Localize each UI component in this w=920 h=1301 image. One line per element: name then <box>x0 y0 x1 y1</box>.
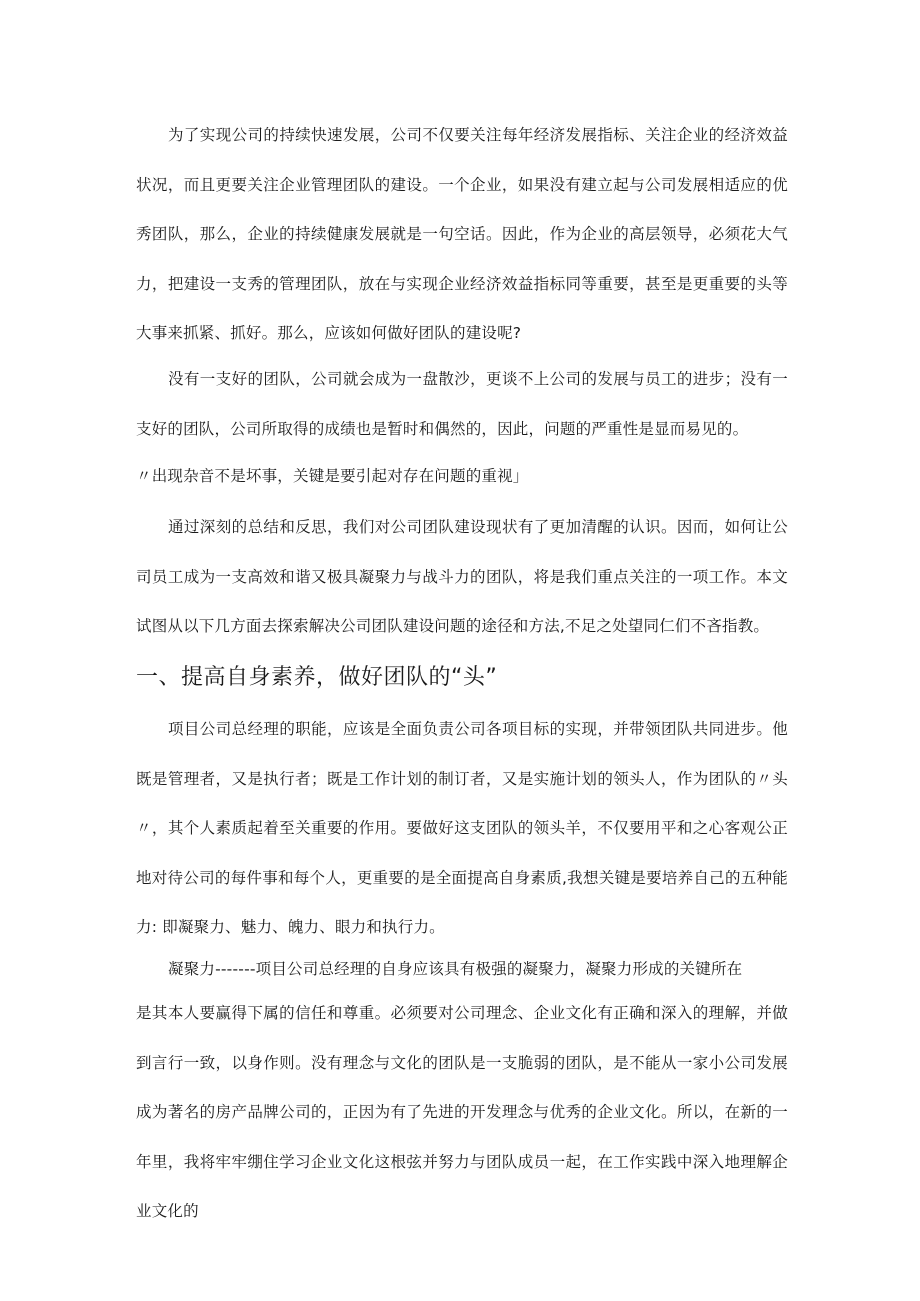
section-heading-1: 一、提高自身素养，做好团队的“头” <box>136 665 498 690</box>
paragraph-cohesion-first-line: 凝聚力-------项目公司总经理的自身应该具有极强的凝聚力，凝聚力形成的关键所在 <box>168 960 743 978</box>
paragraph-cohesion-body: 是其本人要赢得下属的信任和尊重。必须要对公司理念、企业文化有正确和深入的理解，并做到言行一致，以身作则。没有理念与文化的团队是一支脆弱的团队，是不能从一家小公司发展成为著名的房产品牌公司的，正因为有了先进的开发理念与优秀的企业文化。所以，在新的一年里，我将牢牢绷住学习企业文化这根弦并努力与团队成员一起，在工作实践中深入地理解企业文化的 <box>136 1004 788 1220</box>
paragraph-team-importance: 没有一支好的团队，公司就会成为一盘散沙，更谈不上公司的发展与员工的进步；没有一支好的团队，公司所取得的成绩也是暂时和偶然的，因此，问题的严重性是显而易见的。 <box>136 370 788 438</box>
paragraph-intro: 为了实现公司的持续快速发展，公司不仅要关注每年经济发展指标、关注企业的经济效益状况，而且更要关注企业管理团队的建设。一个企业，如果没有建立起与公司发展相适应的优秀团队，那么，企业的持续健康发展就是一句空话。因此，作为企业的高层领导，必须花大气力，把建设一支秀的管理团队，放在与实现企业经济效益指标同等重要，甚至是更重要的头等大事来抓紧、抓好。那么，应该如何做好团队的建设呢? <box>136 126 788 342</box>
paragraph-general-manager: 项目公司总经理的职能，应该是全面负责公司各项目标的实现，并带领团队共同进步。他既是管理者，又是执行者；既是工作计划的制订者，又是实施计划的领头人，作为团队的〃头〃，其个人素质起着至关重要的作用。要做好这支团队的领头羊，不仅要用平和之心客观公正地对待公司的每件事和每个人，更重要的是全面提高自身素质,我想关键是要培养自己的五种能力: 即凝聚力、魅力、魄力、眼力和执行力。 <box>136 720 788 936</box>
quote-line: 〃出现杂音不是坏事，关键是要引起对存在问题的重视」 <box>136 467 529 485</box>
paragraph-reflection: 通过深刻的总结和反思，我们对公司团队建设现状有了更加清醒的认识。因而，如何让公司员工成为一支高效和谐又极具凝聚力与战斗力的团队，将是我们重点关注的一项工作。本文试图从以下几方面去探索解决公司团队建设问题的途径和方法,不足之处望同仁们不吝指教。 <box>136 518 788 635</box>
